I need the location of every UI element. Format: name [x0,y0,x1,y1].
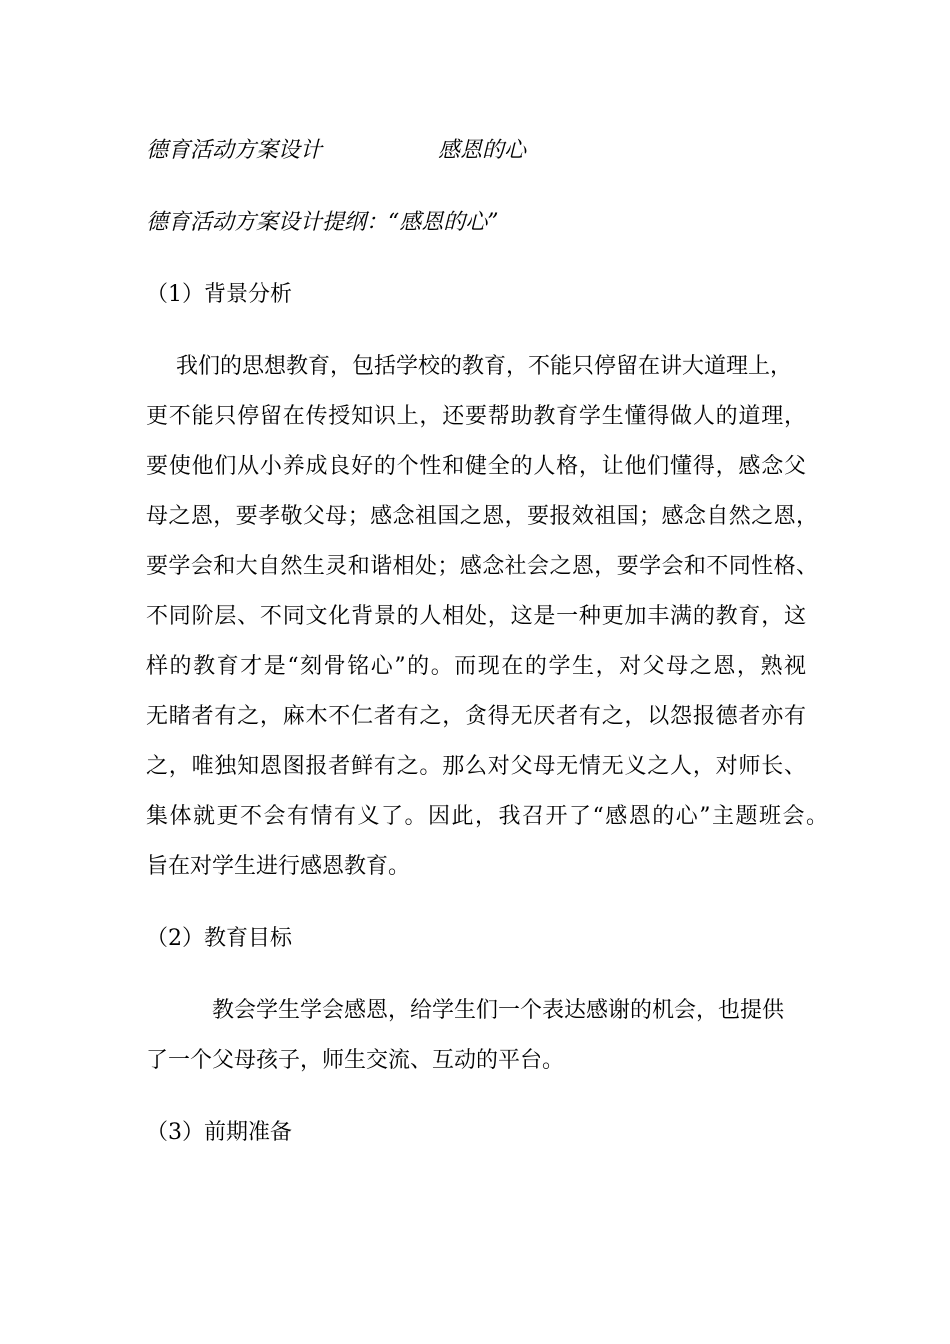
paragraph-line: 教会学生学会感恩，给学生们一个表达感谢的机会，也提供 [212,998,785,1023]
paragraph-line: 旨在对学生进行感恩教育。 [146,854,411,879]
document-title: 德育活动方案设计 [146,138,323,163]
paragraph-line: 不同阶层、不同文化背景的人相处，这是一种更加丰满的教育，这 [146,604,806,629]
paragraph-line: 了一个父母孩子，师生交流、互动的平台。 [146,1048,565,1073]
paragraph-line: 更不能只停留在传授知识上，还要帮助教育学生懂得做人的道理， [146,404,806,429]
paragraph-line: 要使他们从小养成良好的个性和健全的人格，让他们懂得，感念父 [146,454,806,479]
paragraph-line: 我们的思想教育，包括学校的教育，不能只停留在讲大道理上， [176,354,793,379]
paragraph-line: 样的教育才是“刻骨铭心”的。而现在的学生，对父母之恩，熟视 [146,654,806,679]
document-title-topic: 感恩的心 [438,138,527,163]
section-heading-goals: （2）教育目标 [146,926,292,951]
paragraph-line: 集体就更不会有情有义了。因此，我召开了“感恩的心”主题班会。 [146,804,828,829]
paragraph-line: 要学会和大自然生灵和谐相处；感念社会之恩，要学会和不同性格、 [146,554,818,579]
paragraph-line: 母之恩，要孝敬父母；感念祖国之恩，要报效祖国；感念自然之恩， [146,504,818,529]
paragraph-line: 之，唯独知恩图报者鲜有之。那么对父母无情无义之人，对师长、 [146,754,806,779]
section-heading-preparation: （3）前期准备 [146,1120,292,1145]
section-heading-background: （1）背景分析 [146,282,292,307]
document-subtitle: 德育活动方案设计提纲：“感恩的心” [146,210,499,235]
paragraph-line: 无睹者有之，麻木不仁者有之，贪得无厌者有之，以怨报德者亦有 [146,704,806,729]
